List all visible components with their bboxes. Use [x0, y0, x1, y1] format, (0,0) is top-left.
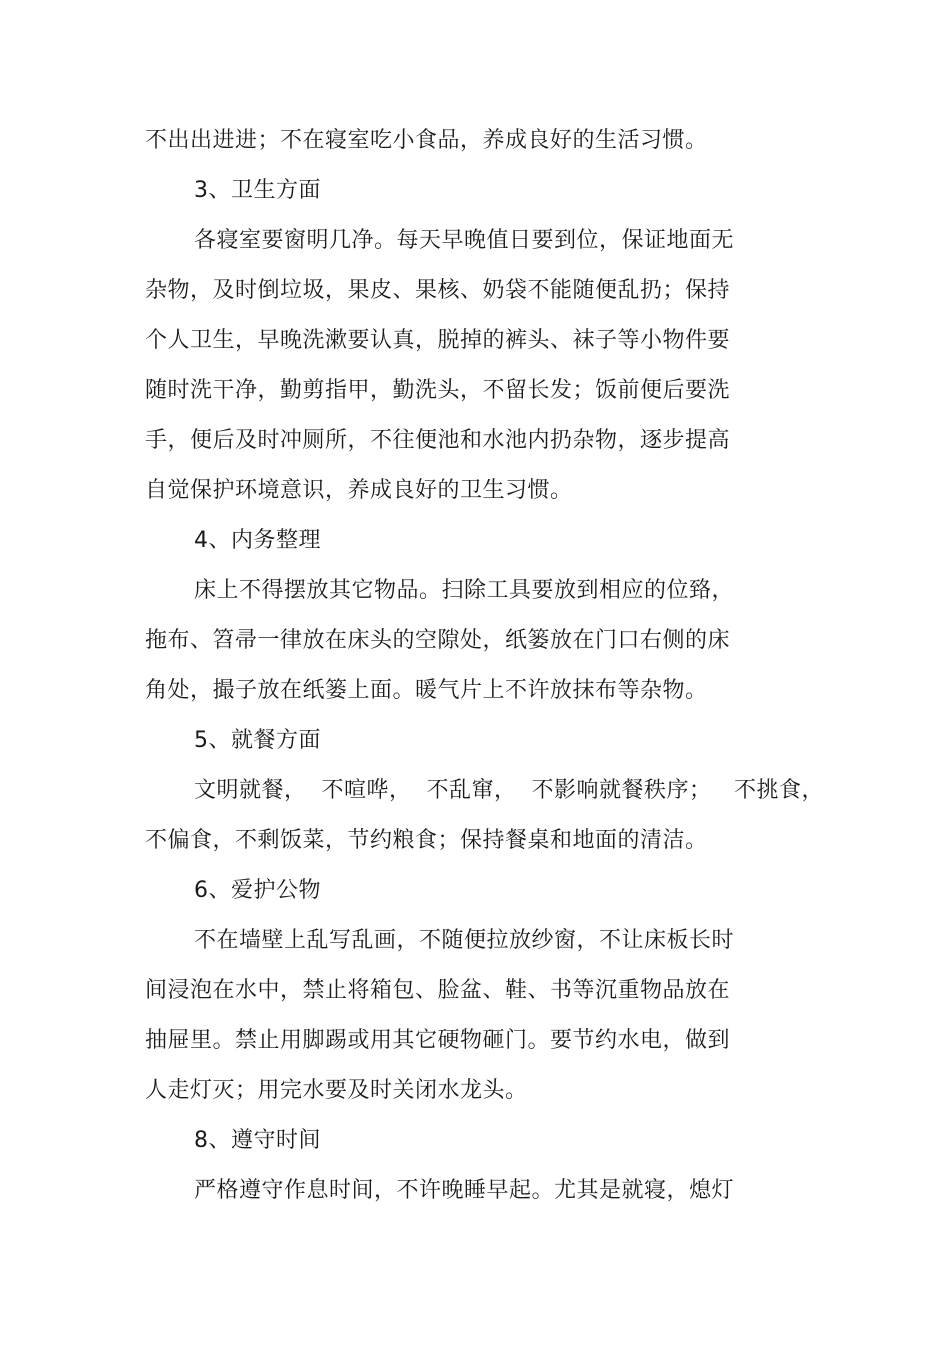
section-heading-schedule: 8、遵守时间 [194, 1128, 321, 1153]
text-line: 不在墙壁上乱写乱画，不随便拉放纱窗，不让床板长时 [194, 928, 735, 953]
text-line: 各寝室要窗明几净。每天早晚值日要到位，保证地面无 [194, 228, 735, 253]
text-line: 角处，撮子放在纸篓上面。暖气片上不许放抹布等杂物。 [145, 678, 708, 703]
text-line: 自觉保护环境意识，养成良好的卫生习惯。 [145, 478, 573, 503]
section-heading-hygiene: 3、卫生方面 [194, 178, 321, 203]
text-line: 不偏食，不剩饭菜，节约粮食；保持餐桌和地面的清洁。 [145, 828, 708, 853]
section-heading-dining: 5、就餐方面 [194, 728, 321, 753]
text-line: 杂物，及时倒垃圾，果皮、果核、奶袋不能随便乱扔；保持 [145, 278, 731, 303]
text-line: 严格遵守作息时间，不许晚睡早起。尤其是就寝，熄灯 [194, 1178, 735, 1203]
section-heading-public-property: 6、爱护公物 [194, 878, 321, 903]
text-line: 文明就餐， 不喧哗， 不乱窜， 不影响就餐秩序； 不挑食， [194, 778, 824, 803]
text-line: 随时洗干净，勤剪指甲，勤洗头，不留长发；饭前便后要洗 [145, 378, 731, 403]
text-line: 手，便后及时冲厕所，不往便池和水池内扔杂物，逐步提高 [145, 428, 731, 453]
text-line: 个人卫生，早晚洗漱要认真，脱掉的裤头、袜子等小物件要 [145, 328, 731, 353]
text-line: 间浸泡在水中，禁止将箱包、脸盆、鞋、书等沉重物品放在 [145, 978, 731, 1003]
text-line: 拖布、笤帚一律放在床头的空隙处，纸篓放在门口右侧的床 [145, 628, 731, 653]
text-line: 床上不得摆放其它物品。扫除工具要放到相应的位臵， [194, 578, 735, 603]
text-line: 抽屉里。禁止用脚踢或用其它硬物砸门。要节约水电，做到 [145, 1028, 731, 1053]
text-line: 人走灯灭；用完水要及时关闭水龙头。 [145, 1078, 528, 1103]
section-heading-housekeeping: 4、内务整理 [194, 528, 321, 553]
text-line: 不出出进进；不在寝室吃小食品，养成良好的生活习惯。 [145, 128, 708, 153]
